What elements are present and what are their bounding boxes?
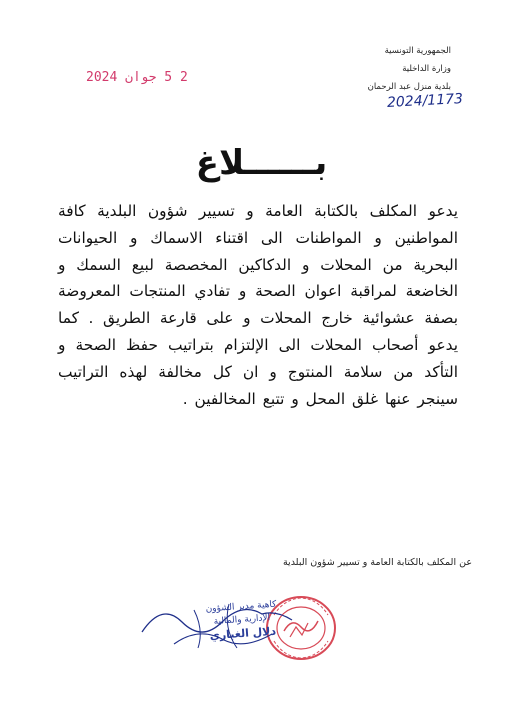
document-title: بــــــلاغ — [195, 143, 328, 183]
signature-caption: عن المكلف بالكتابة العامة و تسيير شؤون البلدية — [282, 557, 472, 568]
stamp-name-line: دلال الغباري — [209, 624, 277, 643]
letterhead-ministry: وزارة الداخلية — [402, 64, 451, 74]
reference-number: 2024/1173 — [386, 91, 464, 111]
announcement-body: يدعو المكلف بالكتابة العامة و تسيير شؤون البلدية كافة المواطنين و المواطنات الى اقتناء الاسماك و الحيوانات البحرية من المحلات و الدكاكين المخصصة لبيع السمك و الخاضعة لمراقبة اعوان الصحة و تفادي المنتجات المعروضة بصفة عشوائية خارج المحلات و على قارعة الطريق . كما يدعو أصحاب المحلات الى الإلتزام بتراتيب حفظ الصحة و التأكد من سلامة المنتوج و ان كل مخالفة لهذه التراتيب سينجر عنها غلق المحل و تتبع المخالفين . — [58, 202, 458, 408]
stamp-title-line: كاهية مدير الشؤون — [205, 599, 277, 615]
date-stamp: 2 5 جوان 2024 — [86, 70, 188, 85]
letterhead-republic: الجمهورية التونسية — [384, 46, 451, 56]
handwritten-signature-icon — [134, 592, 304, 662]
letterhead — [368, 42, 451, 96]
letterhead-municipality: بلدية منزل عبد الرحمان — [367, 82, 451, 92]
stamp-department-line: الإدارية والمالية — [213, 613, 271, 627]
